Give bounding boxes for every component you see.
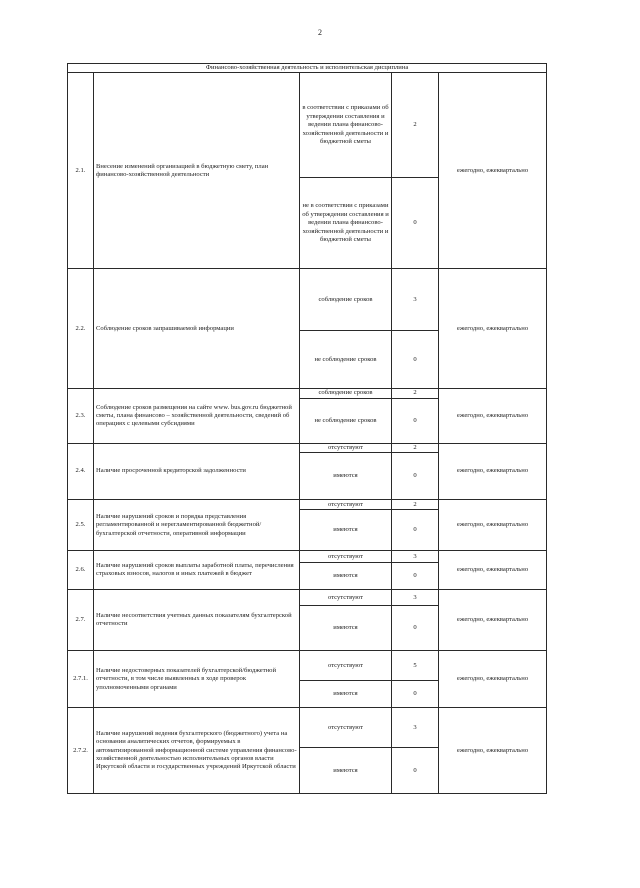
table-row bbox=[68, 443, 547, 452]
criterion-score: 3 bbox=[392, 590, 439, 606]
row-description: Внесение изменений организацией в бюджетную смету, план финансово-хозяйственной деятельности bbox=[94, 73, 300, 269]
row-period: ежегодно, ежеквартально bbox=[439, 73, 547, 269]
criterion-score: 2 bbox=[392, 73, 439, 178]
table-row bbox=[68, 269, 547, 331]
table-row bbox=[68, 389, 547, 398]
row-number: 2.6. bbox=[68, 551, 94, 590]
row-period: ежегодно, ежеквартально bbox=[439, 551, 547, 590]
criterion-score: 2 bbox=[392, 443, 439, 452]
row-number: 2.7.1. bbox=[68, 651, 94, 708]
criterion-score: 0 bbox=[392, 681, 439, 708]
criterion-text: соблюдение сроков bbox=[300, 389, 392, 398]
row-number: 2.5. bbox=[68, 500, 94, 551]
row-period: ежегодно, ежеквартально bbox=[439, 389, 547, 443]
criterion-score: 3 bbox=[392, 269, 439, 331]
row-number: 2.1. bbox=[68, 73, 94, 269]
row-period: ежегодно, ежеквартально bbox=[439, 500, 547, 551]
row-period: ежегодно, ежеквартально bbox=[439, 590, 547, 651]
criterion-score: 0 bbox=[392, 606, 439, 651]
criterion-score: 0 bbox=[392, 331, 439, 389]
criterion-text: отсутствуют bbox=[300, 500, 392, 510]
row-number: 2.4. bbox=[68, 443, 94, 499]
criterion-score: 0 bbox=[392, 748, 439, 794]
row-description: Наличие нарушений сроков и порядка представления регламентированной и нерегламентированной бюджетной/бухгалтерской отчетности, оперативной информации bbox=[94, 500, 300, 551]
row-description: Наличие просроченной кредиторской задолженности bbox=[94, 443, 300, 499]
criterion-score: 0 bbox=[392, 510, 439, 551]
criterion-text: не соблюдение сроков bbox=[300, 331, 392, 389]
page-number: 2 bbox=[318, 28, 322, 37]
table-row bbox=[68, 590, 547, 606]
criterion-text: отсутствуют bbox=[300, 651, 392, 681]
criterion-score: 0 bbox=[392, 563, 439, 590]
row-number: 2.7. bbox=[68, 590, 94, 651]
table-row bbox=[68, 551, 547, 563]
criterion-text: имеются bbox=[300, 563, 392, 590]
row-number: 2.7.2. bbox=[68, 708, 94, 794]
row-period: ежегодно, ежеквартально bbox=[439, 651, 547, 708]
criterion-score: 0 bbox=[392, 453, 439, 500]
criterion-score: 3 bbox=[392, 551, 439, 563]
criterion-text: отсутствуют bbox=[300, 551, 392, 563]
row-period: ежегодно, ежеквартально bbox=[439, 269, 547, 389]
row-description: Соблюдение сроков размещения на сайте www. bus.gov.ru бюджетной сметы, плана финансово – хозяйственной деятельности, сведений об операциях с целевыми субсидиями bbox=[94, 389, 300, 443]
criterion-score: 0 bbox=[392, 178, 439, 269]
criterion-text: не в соответствии с приказами об утверждении составления и ведении плана финансово-хозяйственной деятельности и бюджетной сметы bbox=[300, 178, 392, 269]
criterion-text: имеются bbox=[300, 510, 392, 551]
criterion-text: имеются bbox=[300, 606, 392, 651]
row-description: Наличие нарушений сроков выплаты заработной платы, перечисления страховых взносов, налогов и иных платежей в бюджет bbox=[94, 551, 300, 590]
section-header-row bbox=[68, 64, 547, 73]
table-row bbox=[68, 708, 547, 748]
row-number: 2.3. bbox=[68, 389, 94, 443]
criterion-score: 0 bbox=[392, 398, 439, 443]
section-title: Финансово-хозяйственная деятельность и исполнительская дисциплина bbox=[68, 64, 547, 73]
criterion-text: не соблюдение сроков bbox=[300, 398, 392, 443]
table-row bbox=[68, 651, 547, 681]
criterion-score: 5 bbox=[392, 651, 439, 681]
row-period: ежегодно, ежеквартально bbox=[439, 443, 547, 499]
table-row bbox=[68, 73, 547, 178]
criterion-score: 2 bbox=[392, 500, 439, 510]
criterion-text: отсутствуют bbox=[300, 443, 392, 452]
criterion-score: 3 bbox=[392, 708, 439, 748]
row-description: Наличие нарушений ведения бухгалтерского (бюджетного) учета на основании аналитических отчетов, формируемых в автоматизированной информационной системе управления финансово-хозяйственной деятельностью исполнительных органов власти Иркутской области и государственных учреждений Иркутской области bbox=[94, 708, 300, 794]
table-row bbox=[68, 500, 547, 510]
criterion-text: в соответствии с приказами об утверждении составления и ведении плана финансово-хозяйственной деятельности и бюджетной сметы bbox=[300, 73, 392, 178]
row-description: Соблюдение сроков запрашиваемой информации bbox=[94, 269, 300, 389]
row-description: Наличие недостоверных показателей бухгалтерской/бюджетной отчетности, в том числе выявленных в ходе проверок уполномоченными органами bbox=[94, 651, 300, 708]
criterion-text: отсутствуют bbox=[300, 590, 392, 606]
row-number: 2.2. bbox=[68, 269, 94, 389]
criterion-score: 2 bbox=[392, 389, 439, 398]
criterion-text: имеются bbox=[300, 453, 392, 500]
criterion-text: имеются bbox=[300, 681, 392, 708]
row-period: ежегодно, ежеквартально bbox=[439, 708, 547, 794]
criterion-text: соблюдение сроков bbox=[300, 269, 392, 331]
criterion-text: имеются bbox=[300, 748, 392, 794]
row-description: Наличие несоответствия учетных данных показателям бухгалтерской отчетности bbox=[94, 590, 300, 651]
criterion-text: отсутствуют bbox=[300, 708, 392, 748]
criteria-table bbox=[67, 63, 547, 794]
